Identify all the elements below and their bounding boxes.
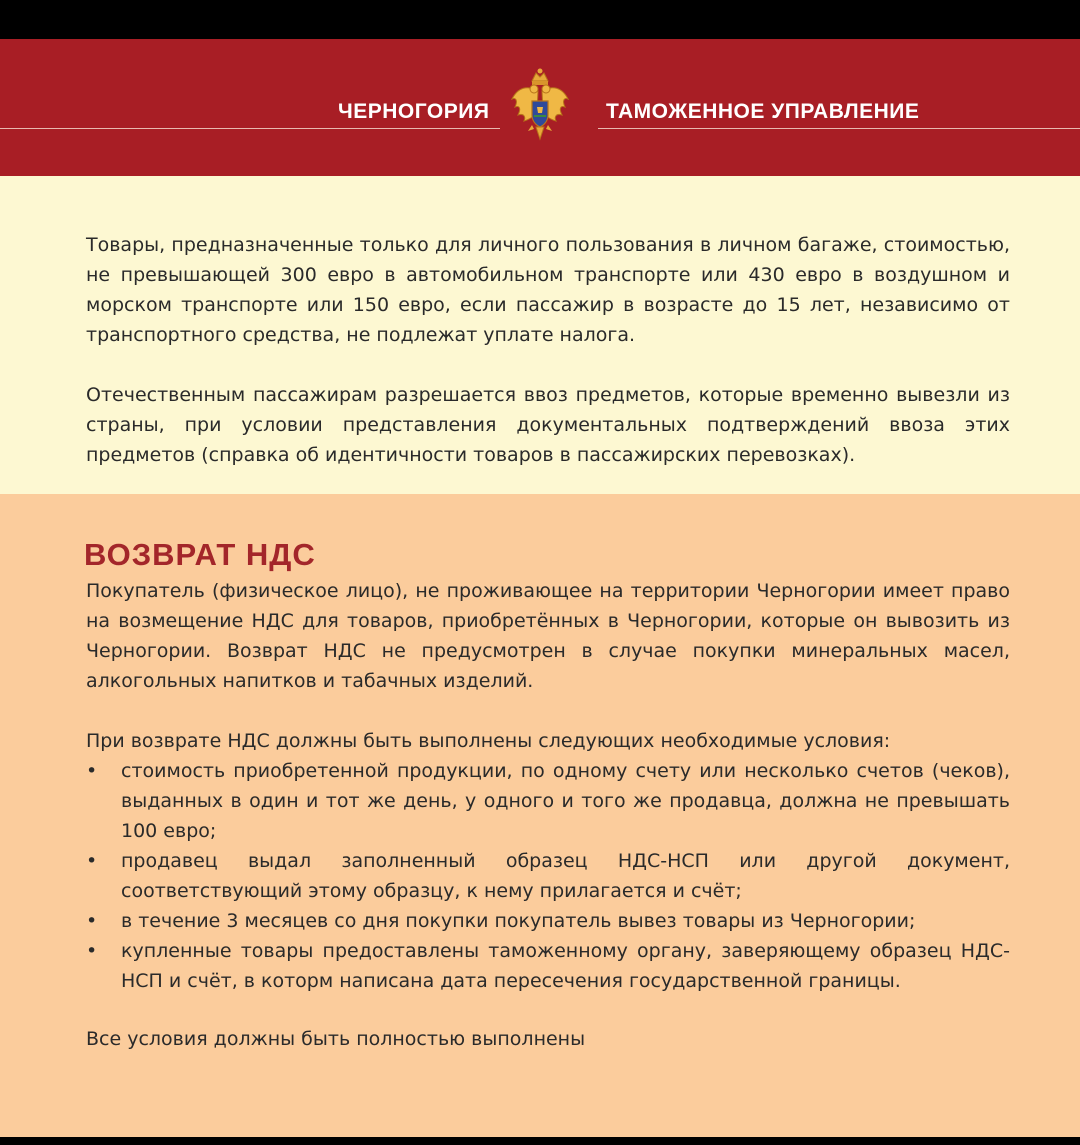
bullet-icon: •	[86, 760, 98, 782]
list-item	[86, 846, 1010, 906]
header-country-title: ЧЕРНОГОРИЯ	[338, 100, 490, 123]
bottom-black-bar	[0, 1137, 1080, 1145]
list-item	[86, 756, 1010, 846]
list-item	[86, 906, 1010, 936]
condition-text: в течение 3 месяцев со дня покупки покупатель вывез товары из Черногории;	[121, 910, 916, 932]
header-rule-right	[598, 128, 1080, 129]
vat-conditions-list	[86, 756, 1010, 996]
vat-refund-paragraph: Покупатель (физическое лицо), не проживающее на территории Черногории имеет право на возмещение НДС для товаров, приобретённых в Черногории, которые он вывозить из Черногории. Возврат НДС не предусмотрен в случае покупки минеральных масел, алкогольных напитков и табачных изделий.	[86, 580, 1010, 692]
montenegro-coat-of-arms-icon	[510, 67, 570, 147]
condition-text: купленные товары предоставлены таможенному органу, заверяющему образец НДС-НСП и счёт, в которм написана дата пересечения государственной границы.	[121, 940, 1010, 992]
top-black-bar	[0, 0, 1080, 39]
bullet-icon: •	[86, 940, 98, 962]
intro-paragraph-personal-goods: Товары, предназначенные только для личного пользования в личном багаже, стоимостью, не превышающей 300 евро в автомобильном транспорте или 430 евро в воздушном и морском транспорте или 150 евро, если пассажир в возрасте до 15 лет, независимо от транспортного средства, не подлежат уплате налога.	[86, 234, 1010, 346]
vat-refund-title: ВОЗВРАТ НДС	[84, 537, 316, 572]
condition-text: стоимость приобретенной продукции, по одному счету или несколько счетов (чеков), выданных в один и тот же день, у одного и того же продавца, должна не превышать 100 евро;	[121, 760, 1010, 842]
header-rule-left	[0, 128, 500, 129]
vat-closing-note: Все условия должны быть полностью выполнены	[86, 1028, 586, 1050]
condition-text: продавец выдал заполненный образец НДС-НСП или другой документ, соответствующий этому образцу, к нему прилагается и счёт;	[121, 850, 1010, 902]
list-item	[86, 936, 1010, 996]
bullet-icon: •	[86, 850, 98, 872]
bullet-icon: •	[86, 910, 98, 932]
header-banner	[0, 39, 1080, 176]
vat-conditions-intro: При возврате НДС должны быть выполнены следующих необходимые условия:	[86, 730, 891, 752]
header-agency-title: ТАМОЖЕННОЕ УПРАВЛЕНИЕ	[606, 100, 920, 123]
intro-paragraph-domestic-passengers: Отечественным пассажирам разрешается ввоз предметов, которые временно вывезли из страны, при условии представления документальных подтверждений ввоза этих предметов (справка об идентичности товаров в пассажирских перевозках).	[86, 384, 1010, 466]
